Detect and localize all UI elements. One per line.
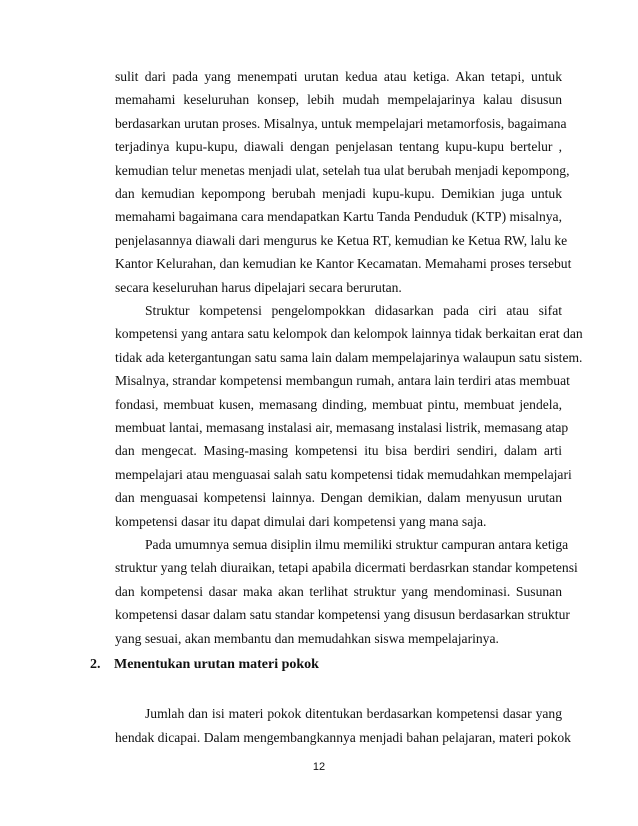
paragraph-line: fondasi, membuat kusen, memasang dinding, membuat pintu, membuat jendela, <box>115 396 562 412</box>
paragraph-line: Kantor Kelurahan, dan kemudian ke Kantor Kecamatan. Memahami proses tersebut <box>115 256 572 272</box>
paragraph-line: Jumlah dan isi materi pokok ditentukan berdasarkan kompetensi dasar yang <box>145 706 562 721</box>
paragraph-line: tidak ada ketergantungan satu sama lain dalam mempelajarinya walaupun satu sistem. <box>115 349 583 365</box>
section-title: Menentukan urutan materi pokok <box>114 657 319 672</box>
paragraph-line: hendak dicapai. Dalam mengembangkannya menjadi bahan pelajaran, materi pokok <box>115 730 571 745</box>
paragraph-line: kemudian telur menetas menjadi ulat, setelah tua ulat berubah menjadi kepompong, <box>115 162 570 178</box>
paragraph-line: membuat lantai, memasang instalasi air, memasang instalasi listrik, memasang atap <box>115 420 569 435</box>
paragraph-line: kompetensi dasar dalam satu standar kompetensi yang disusun berdasarkan struktur <box>115 607 570 623</box>
paragraph-line: yang sesuai, akan membantu dan memudahkan siswa mempelajarinya. <box>115 630 499 646</box>
paragraph-line: mempelajari atau menguasai salah satu kompetensi tidak memudahkan mempelajari <box>115 466 572 482</box>
paragraph-line: dan kemudian kepompong berubah menjadi kupu-kupu. Demikian juga untuk <box>115 186 562 201</box>
paragraph-line: dan kompetensi dasar maka akan terlihat struktur yang mendominasi. Susunan <box>115 583 562 599</box>
section-number: 2. <box>90 657 101 672</box>
paragraph-line: Misalnya, strandar kompetensi membangun rumah, antara lain terdiri atas membuat <box>115 373 570 389</box>
paragraph-line: kompetensi dasar itu dapat dimulai dari kompetensi yang mana saja. <box>115 513 487 529</box>
paragraph-line: dan mengecat. Masing-masing kompetensi itu bisa berdiri sendiri, dalam arti <box>115 443 562 459</box>
paragraph-line: penjelasannya diawali dari mengurus ke Ketua RT, kemudian ke Ketua RW, lalu ke <box>115 232 568 248</box>
paragraph-line: secara keseluruhan harus dipelajari secara berurutan. <box>115 279 402 295</box>
paragraph-line: sulit dari pada yang menempati urutan kedua atau ketiga. Akan tetapi, untuk <box>115 69 562 84</box>
paragraph-line: berdasarkan urutan proses. Misalnya, untuk mempelajari metamorfosis, bagaimana <box>115 115 567 131</box>
section-heading <box>90 656 319 674</box>
paragraph-line: kompetensi yang antara satu kelompok dan kelompok lainnya tidak berkaitan erat dan <box>115 326 583 342</box>
paragraph-line: Struktur kompetensi pengelompokkan didasarkan pada ciri atau sifat <box>145 303 562 318</box>
paragraph-line: memahami bagaimana cara mendapatkan Kartu Tanda Penduduk (KTP) misalnya, <box>115 209 562 225</box>
paragraph-line: struktur yang telah diuraikan, tetapi apabila dicermati berdasrkan standar kompetensi <box>115 560 578 576</box>
paragraph-line: dan menguasai kompetensi lainnya. Dengan demikian, dalam menyusun urutan <box>115 490 562 506</box>
paragraph-line: terjadinya kupu-kupu, diawali dengan penjelasan tentang kupu-kupu bertelur , <box>115 139 562 155</box>
paragraph-line: Pada umumnya semua disiplin ilmu memiliki struktur campuran antara ketiga <box>145 537 569 552</box>
paragraph-line: memahami keseluruhan konsep, lebih mudah mempelajarinya kalau disusun <box>115 92 562 108</box>
page-number: 12 <box>312 761 326 773</box>
